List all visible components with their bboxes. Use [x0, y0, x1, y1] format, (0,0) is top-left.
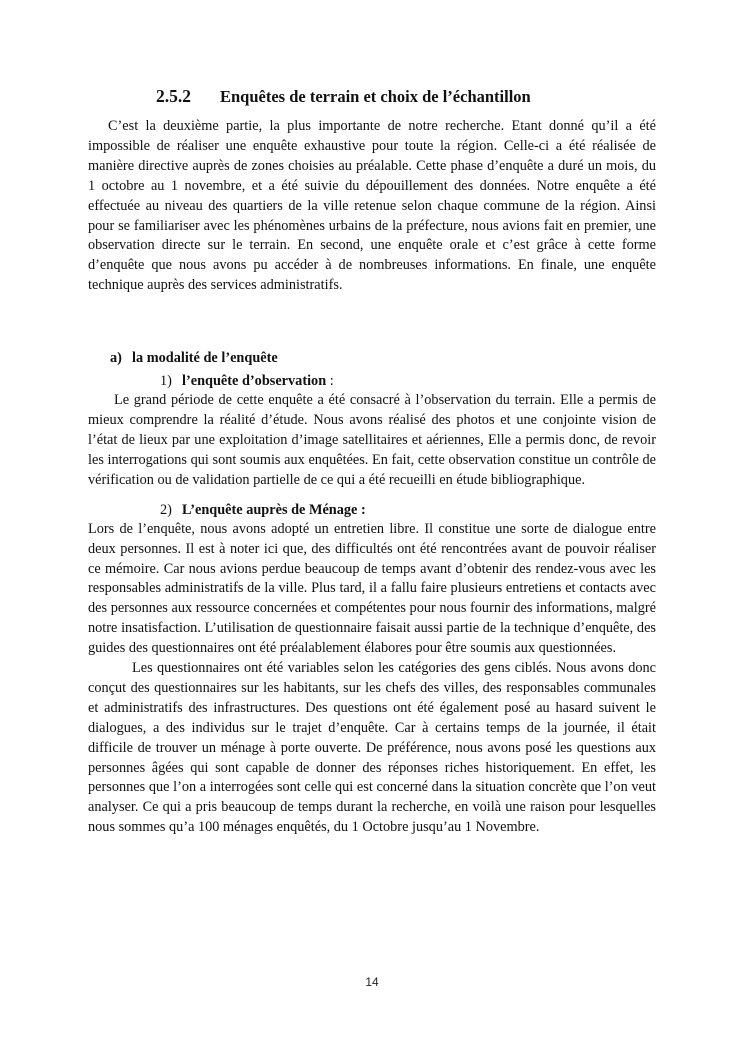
questionnaires-paragraph: Les questionnaires ont été variables selon les catégories des gens ciblés. Nous avons donc conçut des questionnaires sur les habitants, sur les chefs des villes, des responsables communales et administratifs des infrastructures. Des questions ont été également posé au hasard suivent le dialogues, a des individus sur le trajet d’enquête. Car à certains temps de la journée, il était difficile de trouver un ménage à porte ouverte. De préférence, nous avons posé les questions aux personnes âgées qui sont capable de donner des réponses riches historiquement. En effet, les personnes que l’on a interrogées sont celle qui est concerné dans la situation concrète que l’on veut analyser. Ce qui a pris beaucoup de temps durant la recherche, en voilà une raison pour lesquelles nous sommes qu’a 100 ménages enquêtés, du 1 Octobre jusqu’au 1 Novembre.	[88, 660, 656, 836]
item-1-heading	[160, 371, 656, 391]
item-2-title: L’enquête auprès de Ménage :	[182, 501, 366, 518]
subsection-a-title: la modalité de l’enquête	[132, 350, 278, 367]
subsection-a-marker: a)	[110, 350, 122, 367]
document-page	[88, 86, 656, 838]
item-2-marker: 2)	[160, 501, 172, 518]
observation-paragraph: Le grand période de cette enquête a été consacré à l’observation du terrain. Elle a permis de mieux comprendre la réalité d’étude. Nous avons réalisé des photos et une conjointe vision de l’état de lieux par une exploitation d’image satellitaires et aériennes, Elle a permis donc, de revoir les interrogations qui sont soumis aux enquêtées. En fait, cette observation constitue un contrôle de vérification ou de validation partielle de ce qui a été recueilli en étude bibliographique.	[88, 392, 656, 488]
page-number: 14	[365, 975, 379, 989]
subsection-a-heading	[110, 348, 656, 368]
section-title: Enquêtes de terrain et choix de l’échantillon	[220, 87, 531, 106]
section-heading	[156, 86, 656, 107]
intro-paragraph: C’est la deuxième partie, la plus importante de notre recherche. Etant donné qu’il a été impossible de réaliser une enquête exhaustive pour toute la région. Celle-ci a été réalisée de manière directive auprès de zones choisies au préalable. Cette phase d’enquête a duré un mois, du 1 octobre au 1 novembre, et a été suivie du dépouillement des données. Notre enquête a été effectuée au niveau des quartiers de la ville retenue selon chaque commune de la région. Ainsi pour se familiariser avec les phénomènes urbains de la préfecture, nous avions fait en premier, une observation directe sur le terrain. En second, une enquête orale et c’est grâce à cette forme d’enquête que nous avons pu accéder à de nombreuses informations. En finale, une enquête technique auprès des services administratifs.	[88, 118, 656, 294]
item-1-title: l’enquête d’observation	[182, 373, 327, 390]
menage-paragraph: Lors de l’enquête, nous avons adopté un entretien libre. Il constitue une sorte de dialogue entre deux personnes. Il est à noter ici que, des difficultés ont été rencontrées avant de pouvoir réaliser ce mémoire. Car nous avions perdue beaucoup de temps avant d’obtenir des rendez-vous avec les responsables administratifs de la ville. Plus tard, il a fallu faire plusieurs entretiens et contacts avec des personnes aux ressource concernées et compétentes pour nous fournir des informations, malgré notre insatisfaction. L’utilisation de questionnaire faisait aussi partie de la technique d’enquête, des guides des questionnaires ont été préalablement élabores pour être soumis aux questionnées.	[88, 520, 656, 657]
section-number: 2.5.2	[156, 86, 191, 106]
item-1-suffix: :	[326, 373, 334, 390]
item-2-heading	[160, 500, 656, 520]
item-1-marker: 1)	[160, 373, 172, 390]
